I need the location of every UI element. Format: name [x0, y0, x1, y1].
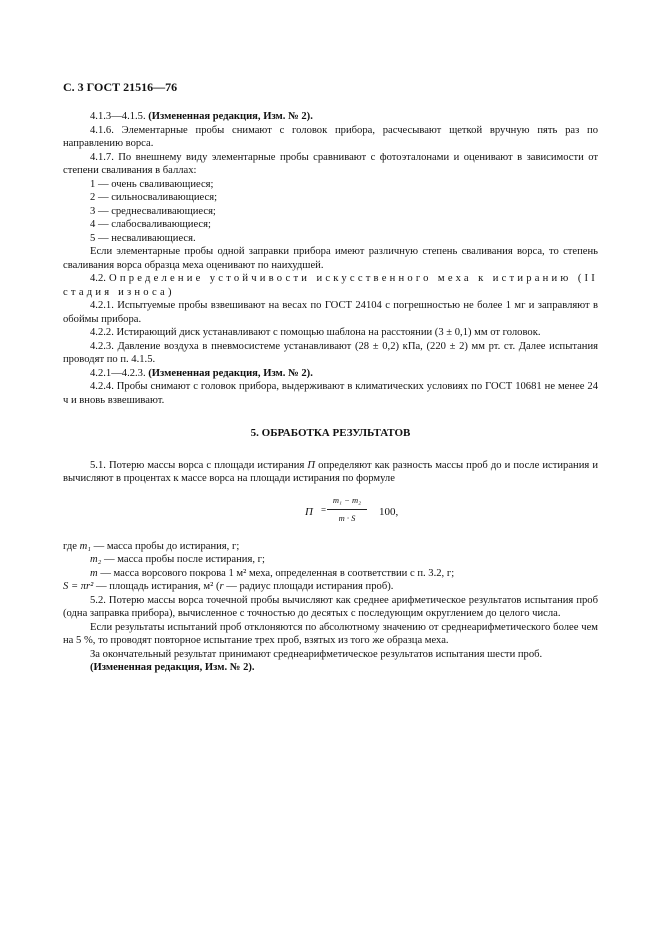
- formula-numerator: m₁ − m₂: [327, 494, 367, 511]
- text-fragment: где: [63, 540, 77, 552]
- amendment-note: (Измененная редакция, Изм. № 2).: [148, 367, 313, 379]
- formula-fraction: [327, 494, 367, 526]
- definition-S: [63, 580, 598, 594]
- formula-definitions: [63, 540, 598, 594]
- text-fragment: определяют как разность массы проб до и после истирания и вычисляют в процентах к массе ворса на площади истирания по формуле: [63, 459, 598, 484]
- text-fragment: — масса ворсового покрова 1 м² меха, определенная в соответствии с п. 3.2, г;: [100, 567, 455, 579]
- paragraph-4-1-3: [63, 110, 598, 124]
- symbol-m1: m₁: [79, 540, 91, 552]
- list-item: 2 — сильносваливающиеся;: [90, 192, 218, 203]
- amendment-note: (Измененная редакция, Изм. № 2).: [90, 662, 255, 673]
- paragraph-4-1-7: 4.1.7. По внешнему виду элементарные пробы сравнивают с фотоэталонами и оценивают в зависимости от степени сваливания в баллах:: [63, 151, 598, 176]
- formula-lhs: П: [305, 505, 313, 518]
- text-fragment: 5.1. Потерю массы ворса с площади истирания: [90, 459, 305, 471]
- paragraph-worst-grade: Если элементарные пробы одной заправки прибора имеют различную степень сваливания ворса, то степень сваливания ворса образца меха оценивают по наихудшей.: [63, 246, 598, 271]
- list-item: 3 — среднесваливающиеся;: [90, 205, 216, 217]
- paragraph-final-result: За окончательный результат принимают среднеарифметическое результатов испытания шести проб.: [90, 648, 543, 660]
- paragraph-5-amend: [63, 661, 598, 675]
- formula-equals: =: [321, 504, 327, 515]
- paragraph-deviation: Если результаты испытаний проб отклоняются по абсолютному значению от среднеарифметического более чем на 5 %, то проводят повторное испытание трех проб, взятых из того же образца меха.: [63, 621, 598, 646]
- clause-number: 4.2.1—4.2.3.: [90, 367, 146, 379]
- text-fragment: — масса пробы после истирания, г;: [104, 554, 265, 565]
- list-item: 5 — несваливающиеся.: [90, 232, 196, 244]
- text-fragment: — радиус площади истирания проб).: [226, 581, 394, 592]
- paragraph-5-2: 5.2. Потерю массы ворса точечной пробы вычисляют как среднее арифметическое результатов испытания проб (одна заправка прибора), вычисленное с точностью до десятых с последующим округлением до целого числа.: [63, 594, 598, 619]
- paragraph-4-2: [63, 272, 598, 299]
- symbol-P: П: [307, 459, 316, 471]
- formula: [63, 494, 598, 534]
- formula-denominator: m · S: [338, 513, 356, 523]
- paragraph-4-2-4: 4.2.4. Пробы снимают с головок прибора, выдерживают в климатических условиях по ГОСТ 10681 не менее 24 ч и вновь взвешивают.: [63, 381, 598, 406]
- paragraph-4-1-6: 4.1.6. Элементарные пробы снимают с головок прибора, расчесывают щеткой вручную пять раз по направлению ворса.: [63, 124, 598, 149]
- clause-heading-spaced: Определение устойчивости искусственного меха к истиранию (II стадия износа): [63, 273, 598, 298]
- text-fragment: — масса пробы до истирания, г;: [93, 540, 240, 552]
- symbol-r: r: [219, 581, 224, 592]
- paragraph-4-2-3: 4.2.3. Давление воздуха в пневмосистеме устанавливают (28 ± 0,2) кПа, (220 ± 2) мм рт. ст. Далее испытания проводят по п. 4.1.5.: [63, 340, 598, 365]
- formula-multiplier: 100,: [379, 505, 399, 518]
- paragraph-4-2-2: 4.2.2. Истирающий диск устанавливают с помощью шаблона на расстоянии (3 ± 0,1) мм от головок.: [90, 327, 541, 338]
- document-body: [63, 110, 598, 675]
- definition-m: [63, 567, 598, 581]
- symbol-m: m: [90, 567, 98, 579]
- symbol-m2: m₂: [90, 554, 102, 565]
- amendment-note: (Измененная редакция, Изм. № 2).: [148, 111, 313, 122]
- paragraph-5-1: [63, 459, 598, 486]
- page-header: С. 3 ГОСТ 21516—76: [63, 80, 178, 94]
- symbol-S: S = πr²: [63, 581, 94, 592]
- clause-number: 4.1.3—4.1.5.: [90, 111, 146, 122]
- list-item: 1 — очень сваливающиеся;: [90, 178, 214, 190]
- definition-m1: [63, 540, 598, 554]
- paragraph-4-2-1-amend: [63, 367, 598, 381]
- section-title: 5. ОБРАБОТКА РЕЗУЛЬТАТОВ: [250, 427, 411, 439]
- text-fragment: — площадь истирания, м² (: [96, 581, 220, 592]
- definition-m2: [63, 553, 598, 567]
- list-item: 4 — слабосваливающиеся;: [90, 219, 211, 230]
- paragraph-4-2-1: 4.2.1. Испытуемые пробы взвешивают на весах по ГОСТ 24104 с погрешностью не более 1 мг и заправляют в обоймы прибора.: [63, 300, 598, 325]
- clause-number: 4.2.: [90, 273, 106, 284]
